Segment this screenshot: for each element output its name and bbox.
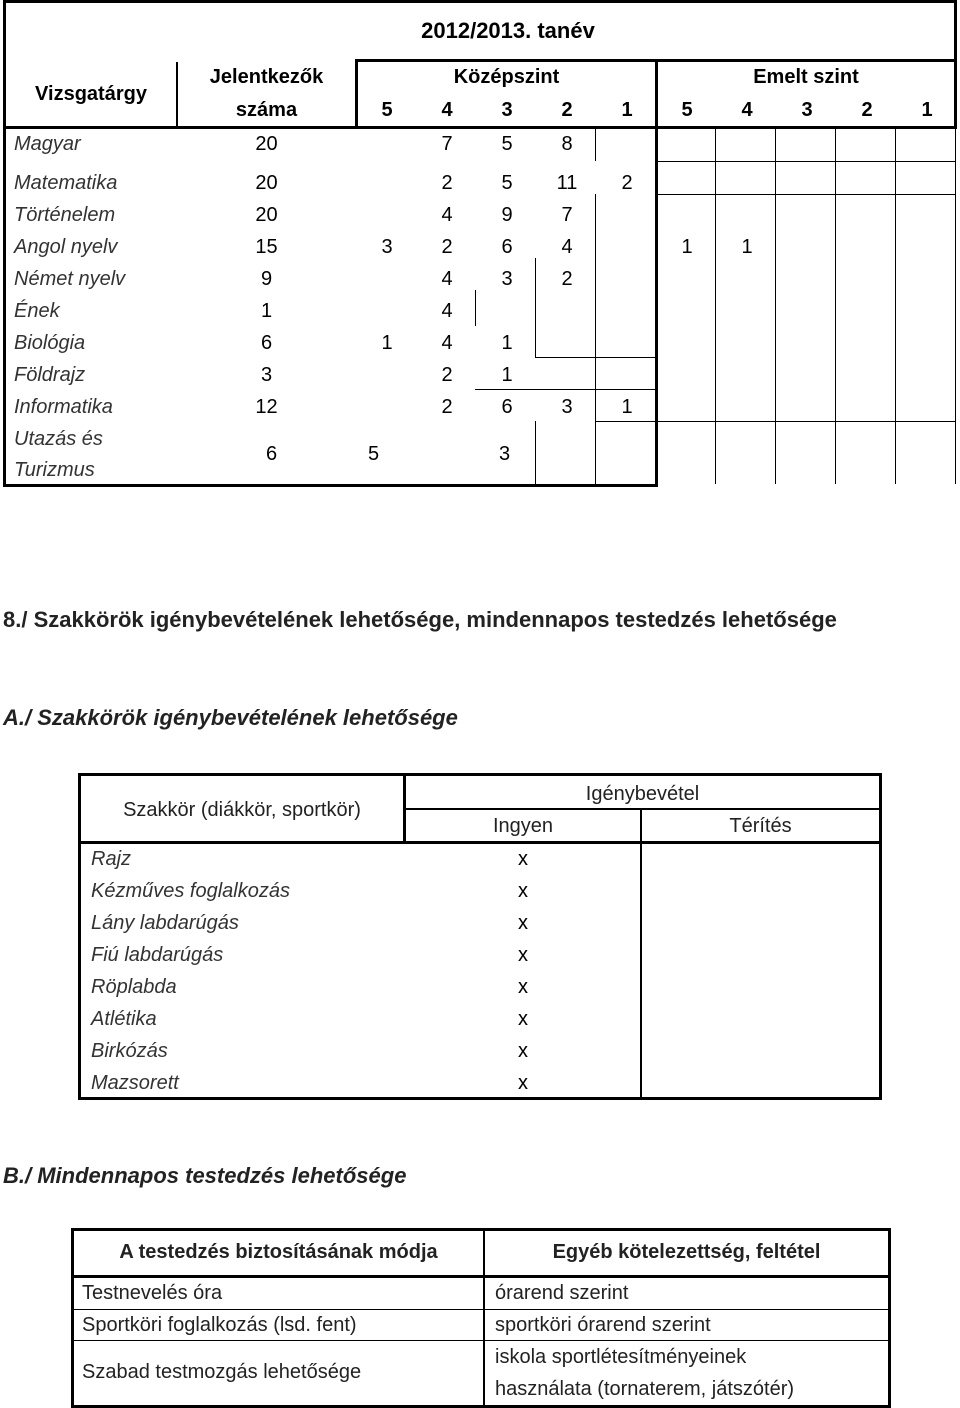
exercise-condition: órarend szerint [495,1282,629,1304]
exercise-mode: Testnevelés óra [82,1282,223,1304]
grade-count: 1 [501,332,513,354]
subject-name: Ének [14,300,60,322]
grade-header: 3 [801,99,813,121]
grade-count: 9 [501,204,513,226]
grade-count: 5 [501,133,513,155]
club-name: Kézműves foglalkozás [91,880,290,902]
grade-count: 2 [441,364,453,386]
grade-count: 11 [556,172,578,194]
applicant-count: 9 [260,268,273,290]
grade-count: 3 [501,268,513,290]
grade-count: 6 [501,396,513,418]
club-name: Lány labdarúgás [91,912,239,934]
applicants-header-line2: száma [235,99,298,121]
applicant-count: 3 [260,364,273,386]
mid-level-header: Középszint [453,66,560,88]
subject-column-header: Vizsgatárgy [35,83,147,105]
subject-name: Matematika [14,172,118,194]
club-name: Röplabda [91,976,177,998]
club-name: Fiú labdarúgás [91,944,224,966]
grade-count: 2 [621,172,633,194]
grade-count: 8 [561,133,573,155]
mode-column-header: A testedzés biztosításának módja [119,1241,438,1263]
applicant-count: 20 [255,204,278,226]
grade-header: 5 [681,99,693,121]
section-b-heading: B./ Mindennapos testedzés lehetősége [3,1163,407,1188]
free-mark: x [518,1040,528,1062]
free-mark: x [518,848,528,870]
exercise-mode: Sportköri foglalkozás (lsd. fent) [82,1314,357,1336]
exercise-condition: sportköri órarend szerint [495,1314,711,1336]
free-column-header: Ingyen [492,815,554,837]
exercise-condition-line2: használata (tornaterem, játszótér) [495,1378,795,1400]
grade-header: 4 [441,99,453,121]
fee-column-header: Térítés [729,815,792,837]
grade-count: 2 [441,172,453,194]
grade-count: 4 [441,332,453,354]
club-name: Rajz [91,848,132,870]
grade-count: 4 [441,204,453,226]
grade-count: 7 [441,133,453,155]
subject-name: Földrajz [14,364,86,386]
club-name: Atlétika [91,1008,157,1030]
grade-header: 2 [861,99,873,121]
subject-name: Magyar [14,133,81,155]
grade-count: 1 [381,332,393,354]
applicant-count: 20 [255,133,278,155]
grade-count: 2 [561,268,573,290]
grade-count: 6 [501,236,513,258]
grade-count: 3 [381,236,393,258]
grade-header: 4 [741,99,753,121]
grade-header: 1 [921,99,933,121]
applicant-count: 6 [266,443,278,465]
free-mark: x [518,1008,528,1030]
grade-header: 2 [561,99,573,121]
club-name: Mazsorett [91,1072,179,1094]
grade-header: 1 [621,99,633,121]
grade-count: 5 [501,172,513,194]
school-year-title: 2012/2013. tanév [421,18,595,43]
subject-name-line2: Turizmus [14,459,95,481]
grade-count: 1 [501,364,513,386]
exercise-condition: iskola sportlétesítményeinek [495,1346,747,1368]
advanced-level-header: Emelt szint [753,66,859,88]
applicant-count: 20 [255,172,278,194]
grade-count: 3 [499,443,511,465]
grade-count: 1 [681,236,693,258]
subject-name: Biológia [14,332,86,354]
other-column-header: Egyéb kötelezettség, feltétel [552,1241,821,1263]
grade-count: 5 [368,443,380,465]
applicant-count: 15 [255,236,278,258]
grade-header: 5 [381,99,393,121]
grade-header: 3 [501,99,513,121]
subject-name: Utazás és [14,428,103,450]
club-column-header: Szakkör (diákkör, sportkör) [123,799,361,821]
free-mark: x [518,880,528,902]
usage-column-header: Igénybevétel [585,783,700,805]
section-8-heading: 8./ Szakkörök igénybevételének lehetősége, mindennapos testedzés lehetősége [3,607,837,632]
grade-count: 7 [561,204,573,226]
applicants-header-line1: Jelentkezők [209,66,324,88]
club-name: Birkózás [91,1040,168,1062]
exercise-mode: Szabad testmozgás lehetősége [82,1361,362,1383]
free-mark: x [518,944,528,966]
grade-count: 1 [621,396,633,418]
applicant-count: 12 [255,396,278,418]
section-a-heading: A./ Szakkörök igénybevételének lehetősége [3,705,458,730]
grade-count: 2 [441,236,453,258]
applicant-count: 1 [260,300,273,322]
free-mark: x [518,912,528,934]
free-mark: x [518,976,528,998]
subject-name: Német nyelv [14,268,126,290]
applicant-count: 6 [260,332,273,354]
subject-name: Angol nyelv [14,236,118,258]
grade-count: 4 [441,268,453,290]
subject-name: Informatika [14,396,113,418]
subject-name: Történelem [14,204,116,226]
grade-count: 1 [741,236,753,258]
grade-count: 3 [561,396,573,418]
grade-count: 2 [441,396,453,418]
grade-count: 4 [561,236,573,258]
grade-count: 4 [441,300,453,322]
free-mark: x [518,1072,528,1094]
